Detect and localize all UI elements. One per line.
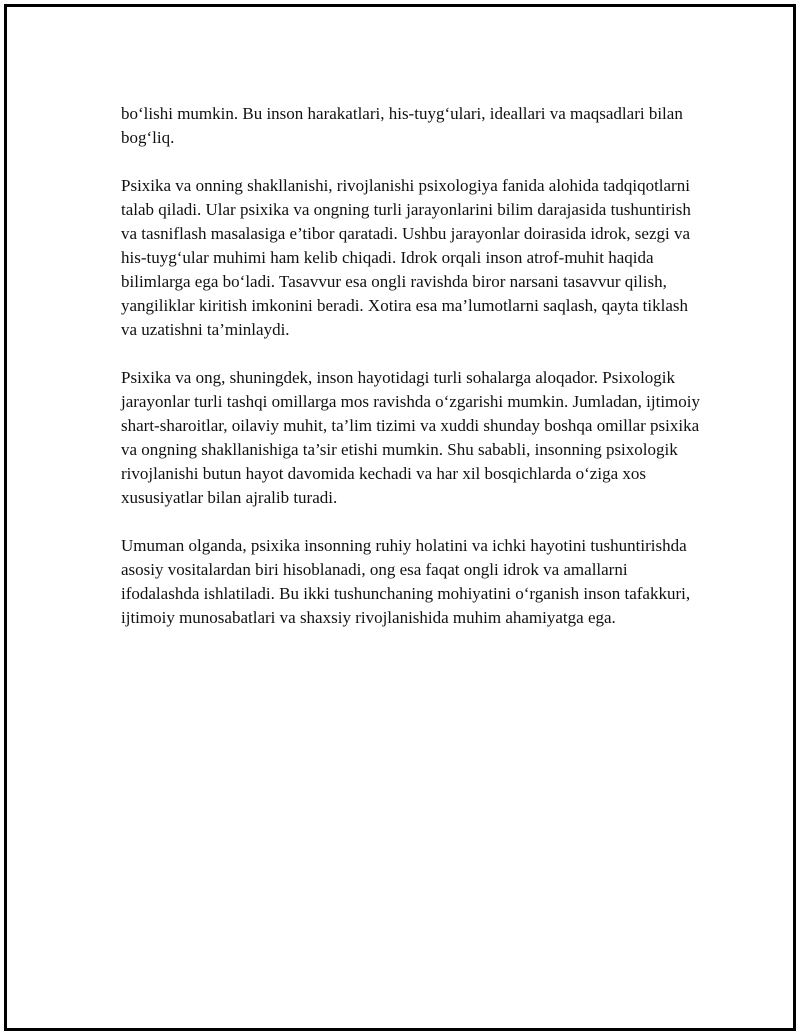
paragraph-3: Psixika va ong, shuningdek, inson hayotidagi turli sohalarga aloqador. Psixologik jarayonlar turli tashqi omillarga mos ravishda o‘zgarishi mumkin. Jumladan, ijtimoiy shart-sharoitlar, oilaviy muhit, ta’lim tizimi va xuddi shunday boshqa omillar psixika va ongning shakllanishiga ta’sir etishi mumkin. Shu sababli, insonning psixologik rivojlanishi butun hayot davomida kechadi va har xil bosqichlarda o‘ziga xos xususiyatlar bilan ajralib turadi. xyxy=(121,368,700,507)
document-body xyxy=(121,102,701,654)
paragraph-4: Umuman olganda, psixika insonning ruhiy holatini va ichki hayotini tushuntirishda asosiy vositalardan biri hisoblanadi, ong esa faqat ongli idrok va amallarni ifodalashda ishlatiladi. Bu ikki tushunchaning mohiyatini o‘rganish inson tafakkuri, ijtimoiy munosabatlari va shaxsiy rivojlanishida muhim ahamiyatga ega. xyxy=(121,536,691,627)
paragraph-2: Psixika va onning shakllanishi, rivojlanishi psixologiya fanida alohida tadqiqotlarni talab qiladi. Ular psixika va ongning turli jarayonlarini bilim darajasida tushuntirish va tasniflash masalasiga e’tibor qaratadi. Ushbu jarayonlar doirasida idrok, sezgi va his-tuyg‘ular muhimi ham kelib chiqadi. Idrok orqali inson atrof-muhit haqida bilimlarga ega bo‘ladi. Tasavvur esa ongli ravishda biror narsani tasavvur qilish, yangiliklar kiritish imkonini beradi. Xotira esa ma’lumotlarni saqlash, qayta tiklash va uzatishni ta’minlaydi. xyxy=(121,176,691,339)
paragraph-1: bo‘lishi mumkin. Bu inson harakatlari, his-tuyg‘ulari, ideallari va maqsadlari bilan bog‘liq. xyxy=(121,104,683,147)
document-page xyxy=(4,4,796,1031)
